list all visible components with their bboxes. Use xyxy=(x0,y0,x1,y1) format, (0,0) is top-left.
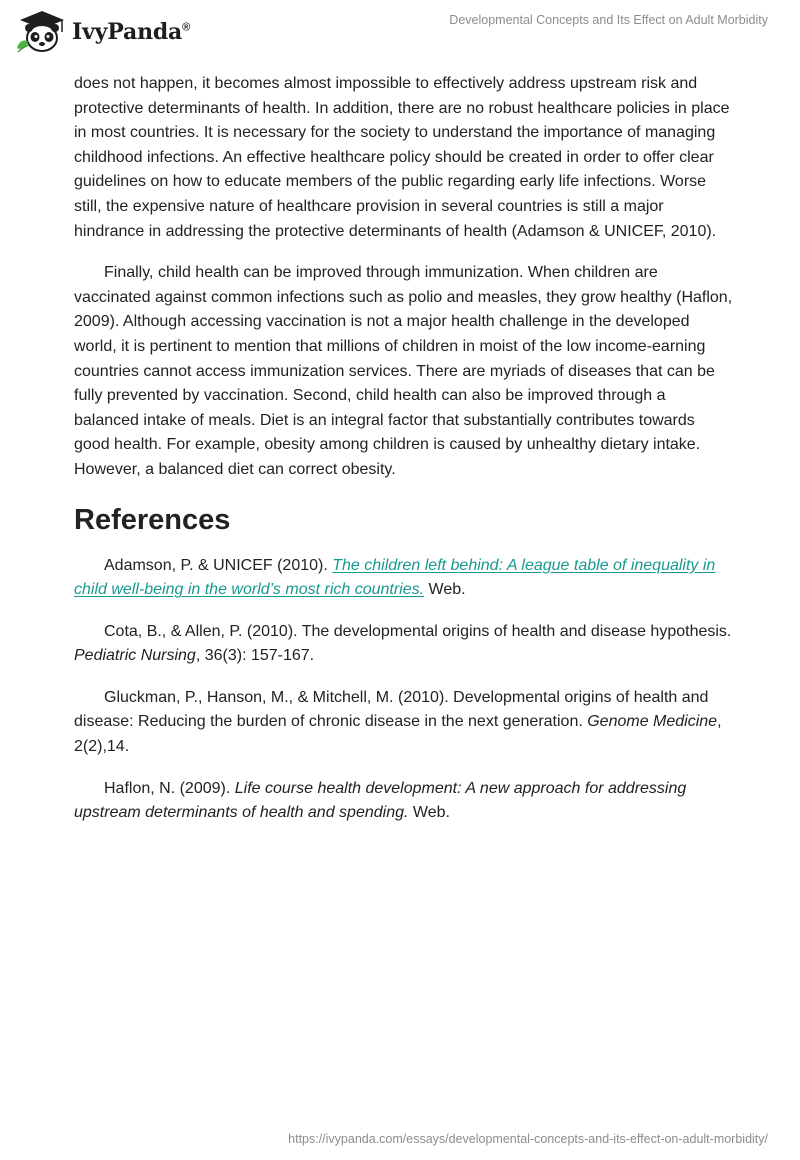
reference-link[interactable]: The children left behind: A league table of inequality in child well-being in the world’s most rich countries. xyxy=(74,556,716,599)
ivypanda-logo[interactable] xyxy=(14,8,190,56)
journal-title: Pediatric Nursing xyxy=(74,647,196,665)
journal-title: Genome Medicine xyxy=(587,713,718,731)
reference-item: Gluckman, P., Hanson, M., & Mitchell, M. (2010). Developmental origins of health and disease: Reducing the burden of chronic disease in the next generation. Genome Medicine, 2(2),14. xyxy=(74,688,722,756)
body-paragraph: Finally, child health can be improved through immunization. When children are vaccinated against common infections such as polio and measles, they grow healthy (Haflon, 2009). Although accessing vaccination is not a major health challenge in the developed world, it is pertinent to mention that millions of children in moist of the low income-earning countries cannot access immunization services. There are myriads of diseases that can be fully prevented by vaccination. Second, child health can also be improved through a balanced intake of meals. Diet is an integral factor that substantially contributes towards good health. For example, obesity among children is caused by unhealthy dietary intake. However, a balanced diet can correct obesity. xyxy=(74,264,733,478)
body-paragraph: does not happen, it becomes almost impossible to effectively address upstream risk and protective determinants of health. In addition, there are no robust healthcare policies in place in most countries. It is necessary for the society to understand the importance of managing childhood infections. An effective healthcare policy should be created in order to offer clear guidelines on how to educate members of the public regarding early life infections. Worse still, the expensive nature of healthcare provision in several countries is still a major hindrance in addressing the protective determinants of health (Adamson & UNICEF, 2010). xyxy=(74,75,730,240)
registered-mark: ® xyxy=(182,21,191,34)
reference-item: Cota, B., & Allen, P. (2010). The developmental origins of health and disease hypothesis. Pediatric Nursing, 36(3): 157-167. xyxy=(74,622,732,665)
references-heading: References xyxy=(74,503,231,536)
reference-item: Haflon, N. (2009). Life course health development: A new approach for addressing upstream determinants of health and spending. Web. xyxy=(74,779,687,822)
work-title: Life course health development: A new approach for addressing upstream determinants of health and spending. xyxy=(74,779,687,822)
logo-wordmark: IvyPanda® xyxy=(72,19,191,45)
source-url[interactable]: https://ivypanda.com/essays/developmental-concepts-and-its-effect-on-adult-morbidity/ xyxy=(288,1132,768,1146)
page-header xyxy=(0,0,800,66)
reference-item: Adamson, P. & UNICEF (2010). The children left behind: A league table of inequality in child well-being in the world’s most rich countries. Web. xyxy=(74,556,716,599)
document-body xyxy=(74,72,734,843)
document-title: Developmental Concepts and Its Effect on Adult Morbidity xyxy=(449,13,768,27)
panda-graduate-icon xyxy=(14,8,70,56)
